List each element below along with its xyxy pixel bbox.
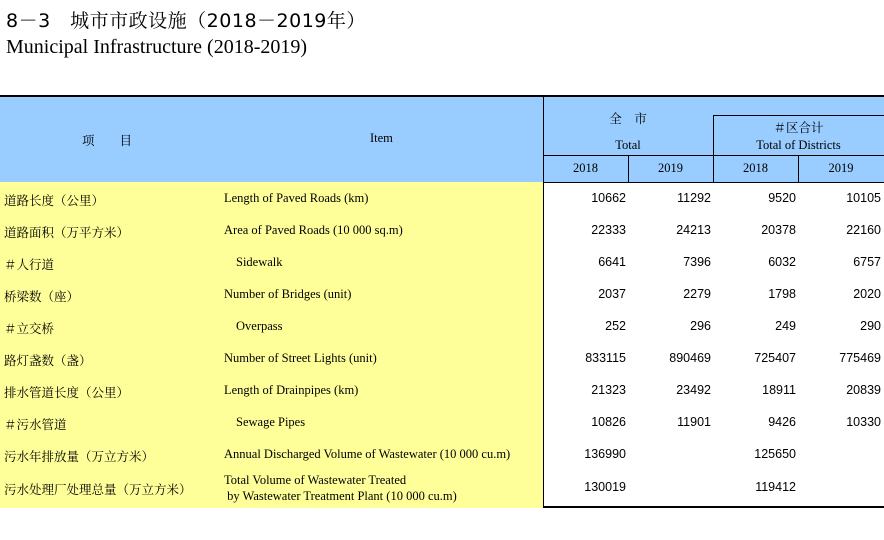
row-label-en-line2: by Wastewater Treatment Plant (10 000 cu.m)	[224, 489, 457, 503]
value-cell: 725407	[754, 351, 796, 365]
value-cell: 2020	[853, 287, 881, 301]
row-label-en: Annual Discharged Volume of Wastewater (10 000 cu.m)	[224, 447, 511, 461]
value-cell: 11901	[677, 415, 711, 429]
value-cell: 125650	[754, 447, 796, 461]
value-cell: 775469	[839, 351, 881, 365]
value-cell: 21323	[591, 383, 626, 397]
value-cell: 24213	[676, 223, 711, 237]
row-label-cn: 污水处理厂处理总量（万立方米）	[4, 482, 192, 497]
value-cell: 22160	[846, 223, 881, 237]
header-divider	[713, 115, 714, 182]
row-label-cn: 道路长度（公里）	[4, 193, 105, 208]
value-cell: 23492	[676, 383, 711, 397]
row-label-cn: 路灯盏数（盏）	[4, 353, 92, 368]
value-cell: 119412	[755, 480, 796, 494]
row-label-en-line1: Total Volume of Wastewater Treated	[224, 473, 407, 487]
value-cell: 22333	[591, 223, 626, 237]
table-row	[0, 374, 884, 406]
row-label-en: Length of Paved Roads (km)	[224, 191, 369, 205]
value-cell: 290	[860, 319, 881, 333]
header-whole-city-en: Total	[615, 138, 641, 152]
value-cell: 890469	[669, 351, 711, 365]
infrastructure-table	[0, 95, 884, 508]
table-row	[0, 310, 884, 342]
value-cell: 6641	[598, 255, 626, 269]
header-year-2: 2019	[658, 161, 683, 175]
value-cell: 296	[690, 319, 711, 333]
row-label-en: Sidewalk	[236, 255, 283, 269]
value-cell: 833115	[585, 351, 626, 365]
header-whole-city-cn: 全 市	[609, 111, 647, 126]
value-cell: 10330	[846, 415, 881, 429]
row-label-cn: 桥梁数（座）	[4, 289, 80, 304]
header-districts-cn: ＃区合计	[773, 120, 824, 135]
table-row	[0, 214, 884, 246]
row-label-en: Number of Bridges (unit)	[224, 287, 352, 301]
header-divider	[543, 155, 884, 156]
table-row	[0, 278, 884, 310]
header-divider	[628, 155, 629, 182]
value-cell: 2279	[683, 287, 711, 301]
table-row	[0, 438, 884, 470]
value-cell: 9426	[768, 415, 796, 429]
value-cell: 10826	[591, 415, 626, 429]
value-cell: 11292	[677, 191, 711, 205]
row-label-cn: 排水管道长度（公里）	[4, 385, 130, 400]
value-cell: 252	[605, 319, 626, 333]
page-title-en: Municipal Infrastructure (2018-2019)	[6, 36, 308, 58]
table-header	[0, 97, 884, 183]
header-year-3: 2018	[743, 161, 768, 175]
value-cell: 10105	[846, 191, 881, 205]
row-label-cn: ＃人行道	[4, 257, 55, 272]
row-label-cn: 道路面积（万平方米）	[4, 225, 130, 240]
row-label-cn: ＃立交桥	[4, 321, 55, 336]
value-cell: 1798	[768, 287, 796, 301]
value-cell: 20378	[761, 223, 796, 237]
table-row	[0, 342, 884, 374]
row-label-en: Length of Drainpipes (km)	[224, 383, 359, 397]
value-cell: 249	[775, 319, 796, 333]
value-cell: 6757	[853, 255, 881, 269]
table-row	[0, 406, 884, 438]
table-row	[0, 246, 884, 278]
header-districts-en: Total of Districts	[756, 138, 841, 152]
header-year-4: 2019	[828, 161, 854, 175]
row-label-en: Area of Paved Roads (10 000 sq.m)	[224, 223, 403, 237]
value-cell: 18911	[762, 383, 796, 397]
header-year-1: 2018	[573, 161, 598, 175]
value-cell: 9520	[768, 191, 796, 205]
value-cell: 6032	[768, 255, 796, 269]
header-divider	[713, 115, 884, 116]
value-cell: 136990	[584, 447, 626, 461]
row-label-cn: 污水年排放量（万立方米）	[4, 449, 155, 464]
header-divider	[543, 97, 544, 182]
header-item-en: Item	[370, 131, 393, 145]
row-label-en: Number of Street Lights (unit)	[224, 351, 377, 365]
value-cell: 2037	[598, 287, 626, 301]
value-cell: 10662	[591, 191, 626, 205]
page-title-cn: 8－3 城市市政设施（2018－2019年）	[6, 10, 366, 32]
header-item-cn: 项 目	[82, 133, 133, 148]
row-label-en: Sewage Pipes	[236, 415, 306, 429]
table-row	[0, 182, 884, 214]
value-cell: 20839	[846, 383, 881, 397]
header-divider	[798, 155, 799, 182]
row-label-cn: ＃污水管道	[4, 417, 67, 432]
row-label-en: Overpass	[236, 319, 283, 333]
value-cell: 7396	[683, 255, 711, 269]
table-row	[0, 470, 884, 508]
value-cell: 130019	[584, 480, 626, 494]
row-label-en	[224, 472, 457, 504]
